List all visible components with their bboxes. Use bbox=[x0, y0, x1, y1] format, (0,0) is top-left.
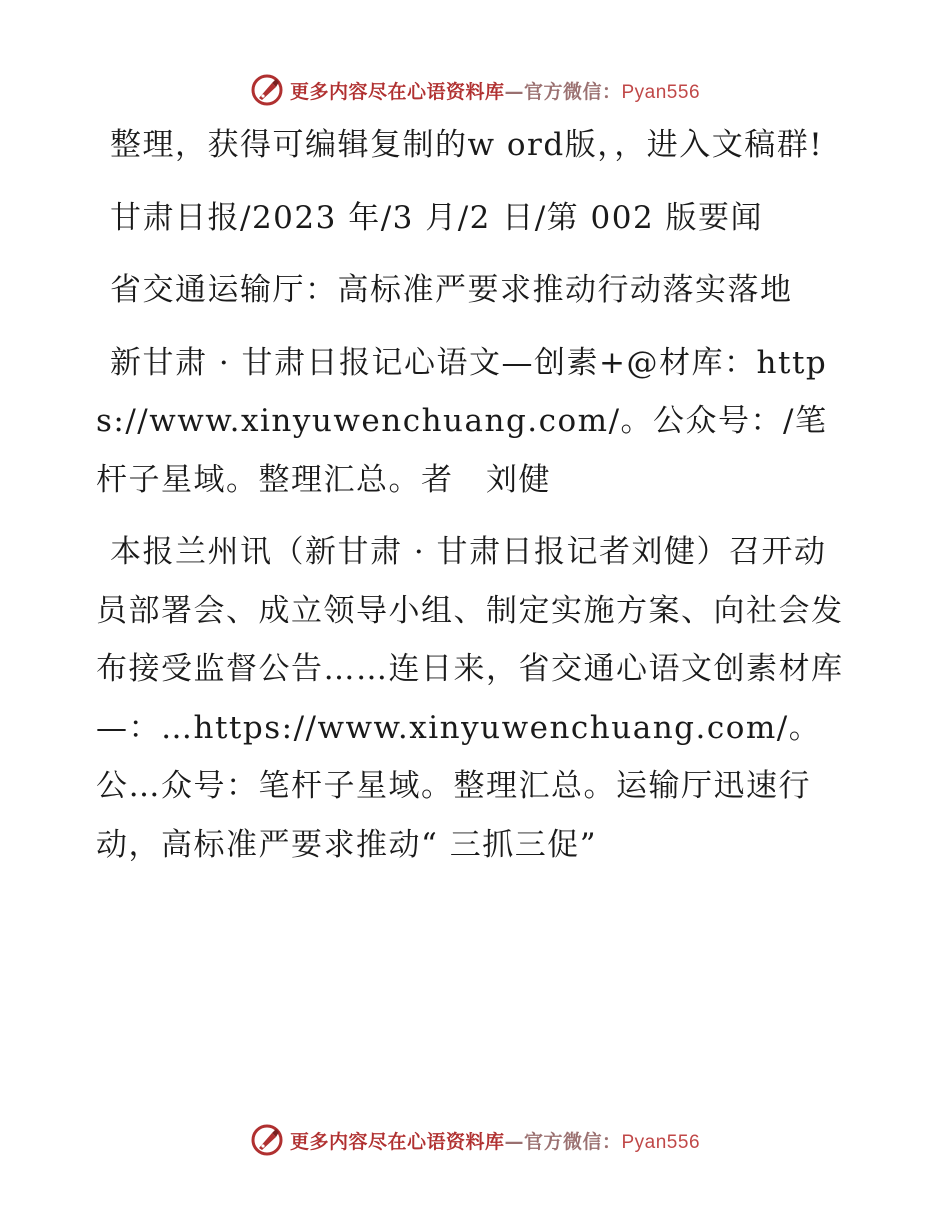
watermark-brand: 更多内容尽在心语资料库 bbox=[289, 1130, 505, 1153]
watermark-wechat-label: 官方微信： bbox=[523, 80, 622, 103]
watermark-separator: — bbox=[504, 1130, 524, 1153]
document-body bbox=[96, 116, 856, 888]
watermark-separator: — bbox=[504, 80, 524, 103]
watermark-group bbox=[250, 73, 700, 107]
pen-nib-logo-icon bbox=[250, 73, 284, 107]
watermark-text bbox=[290, 1127, 700, 1154]
watermark-brand: 更多内容尽在心语资料库 bbox=[289, 80, 505, 103]
watermark-text bbox=[290, 77, 700, 104]
watermark-wechat-label: 官方微信： bbox=[523, 1130, 622, 1153]
source-line: 甘肃日报/2023 年/3 月/2 日/第 002 版要闻 bbox=[110, 199, 764, 236]
watermark-group bbox=[250, 1123, 700, 1157]
watermark-wechat-id: Pyan556 bbox=[621, 1131, 701, 1153]
byline-paragraph: 新甘肃 · 甘肃日报记心语文—创素+@材库：https://www.xinyuwenchuang.com/。公众号：/笔杆子星域。整理汇总。者 刘健 bbox=[96, 344, 828, 498]
watermark-wechat-id: Pyan556 bbox=[621, 81, 701, 103]
footer-watermark bbox=[0, 1118, 950, 1162]
intro-paragraph: 整理，获得可编辑复制的w ord版，，进入文稿群! bbox=[110, 127, 824, 163]
body-paragraph: 本报兰州讯（新甘肃 · 甘肃日报记者刘健）召开动员部署会、成立领导小组、制定实施方案、向社会发布接受监督公告……连日来，省交通心语文创素材库—：…https://www.xinyuwenchuang.com/。公…众号：笔杆子星域。整理汇总。运输厅迅速行动，高标准严要求推动“ 三抓三促” bbox=[96, 534, 844, 863]
article-title: 省交通运输厅：高标准严要求推动行动落实落地 bbox=[110, 272, 793, 308]
pen-nib-logo-icon bbox=[250, 1123, 284, 1157]
header-watermark bbox=[0, 68, 950, 112]
